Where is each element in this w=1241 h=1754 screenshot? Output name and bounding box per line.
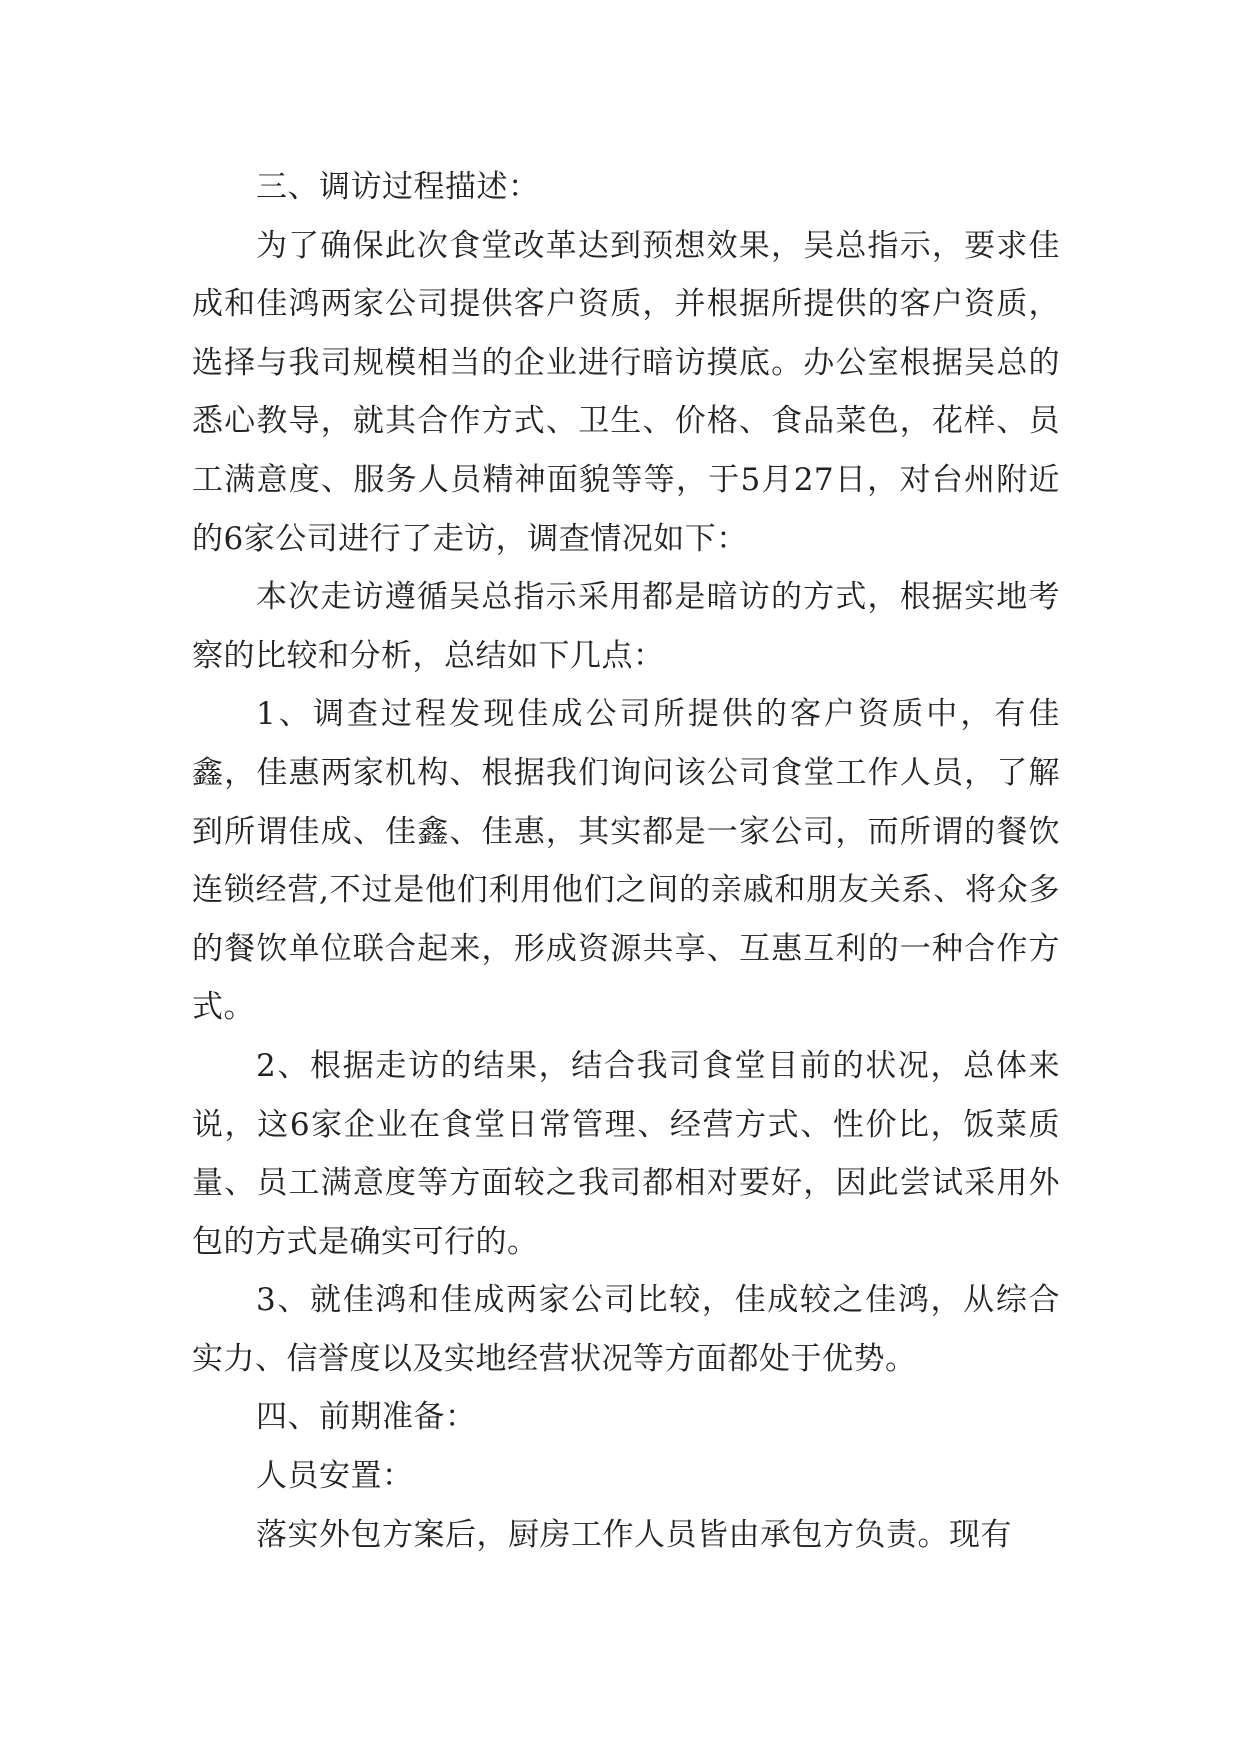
section-heading: 三、调访过程描述： [256, 169, 540, 205]
numbered-point: 1、调查过程发现佳成公司所提供的客户资质中，有佳鑫，佳惠两家机构、根据我们询问该公司食堂工作人员，了解到所谓佳成、佳鑫、佳惠，其实都是一家公司，而所谓的餐饮连锁经营,不过是他们利用他们之间的亲戚和朋友关系、将众多的餐饮单位联合起来，形成资源共享、互惠互利的一种合作方式。 [192, 696, 1060, 1026]
body-paragraph: 为了确保此次食堂改革达到预想效果，吴总指示，要求佳成和佳鸿两家公司提供客户资质，并根据所提供的客户资质，选择与我司规模相当的企业进行暗访摸底。办公室根据吴总的悉心教导，就其合作方式、卫生、价格、食品菜色，花样、员工满意度、服务人员精神面貌等等，于5月27日，对台州附近的6家公司进行了走访，调查情况如下： [192, 227, 1060, 557]
subheading: 人员安置： [256, 1458, 414, 1495]
document-body [192, 158, 1060, 1564]
numbered-point: 2、根据走访的结果，结合我司食堂目前的状况，总体来说，这6家企业在食堂日常管理、经营方式、性价比，饭菜质量、员工满意度等方面较之我司都相对要好，因此尝试采用外包的方式是确实可行的。 [192, 1047, 1060, 1260]
section-heading: 四、前期准备： [256, 1399, 477, 1436]
numbered-point: 3、就佳鸿和佳成两家公司比较，佳成较之佳鸿，从综合实力、信誉度以及实地经营状况等方面都处于优势。 [192, 1282, 1060, 1377]
body-paragraph: 落实外包方案后，厨房工作人员皆由承包方负责。现有 [256, 1516, 1012, 1553]
body-paragraph: 本次走访遵循吴总指示采用都是暗访的方式，根据实地考察的比较和分析，总结如下几点： [192, 579, 1060, 674]
